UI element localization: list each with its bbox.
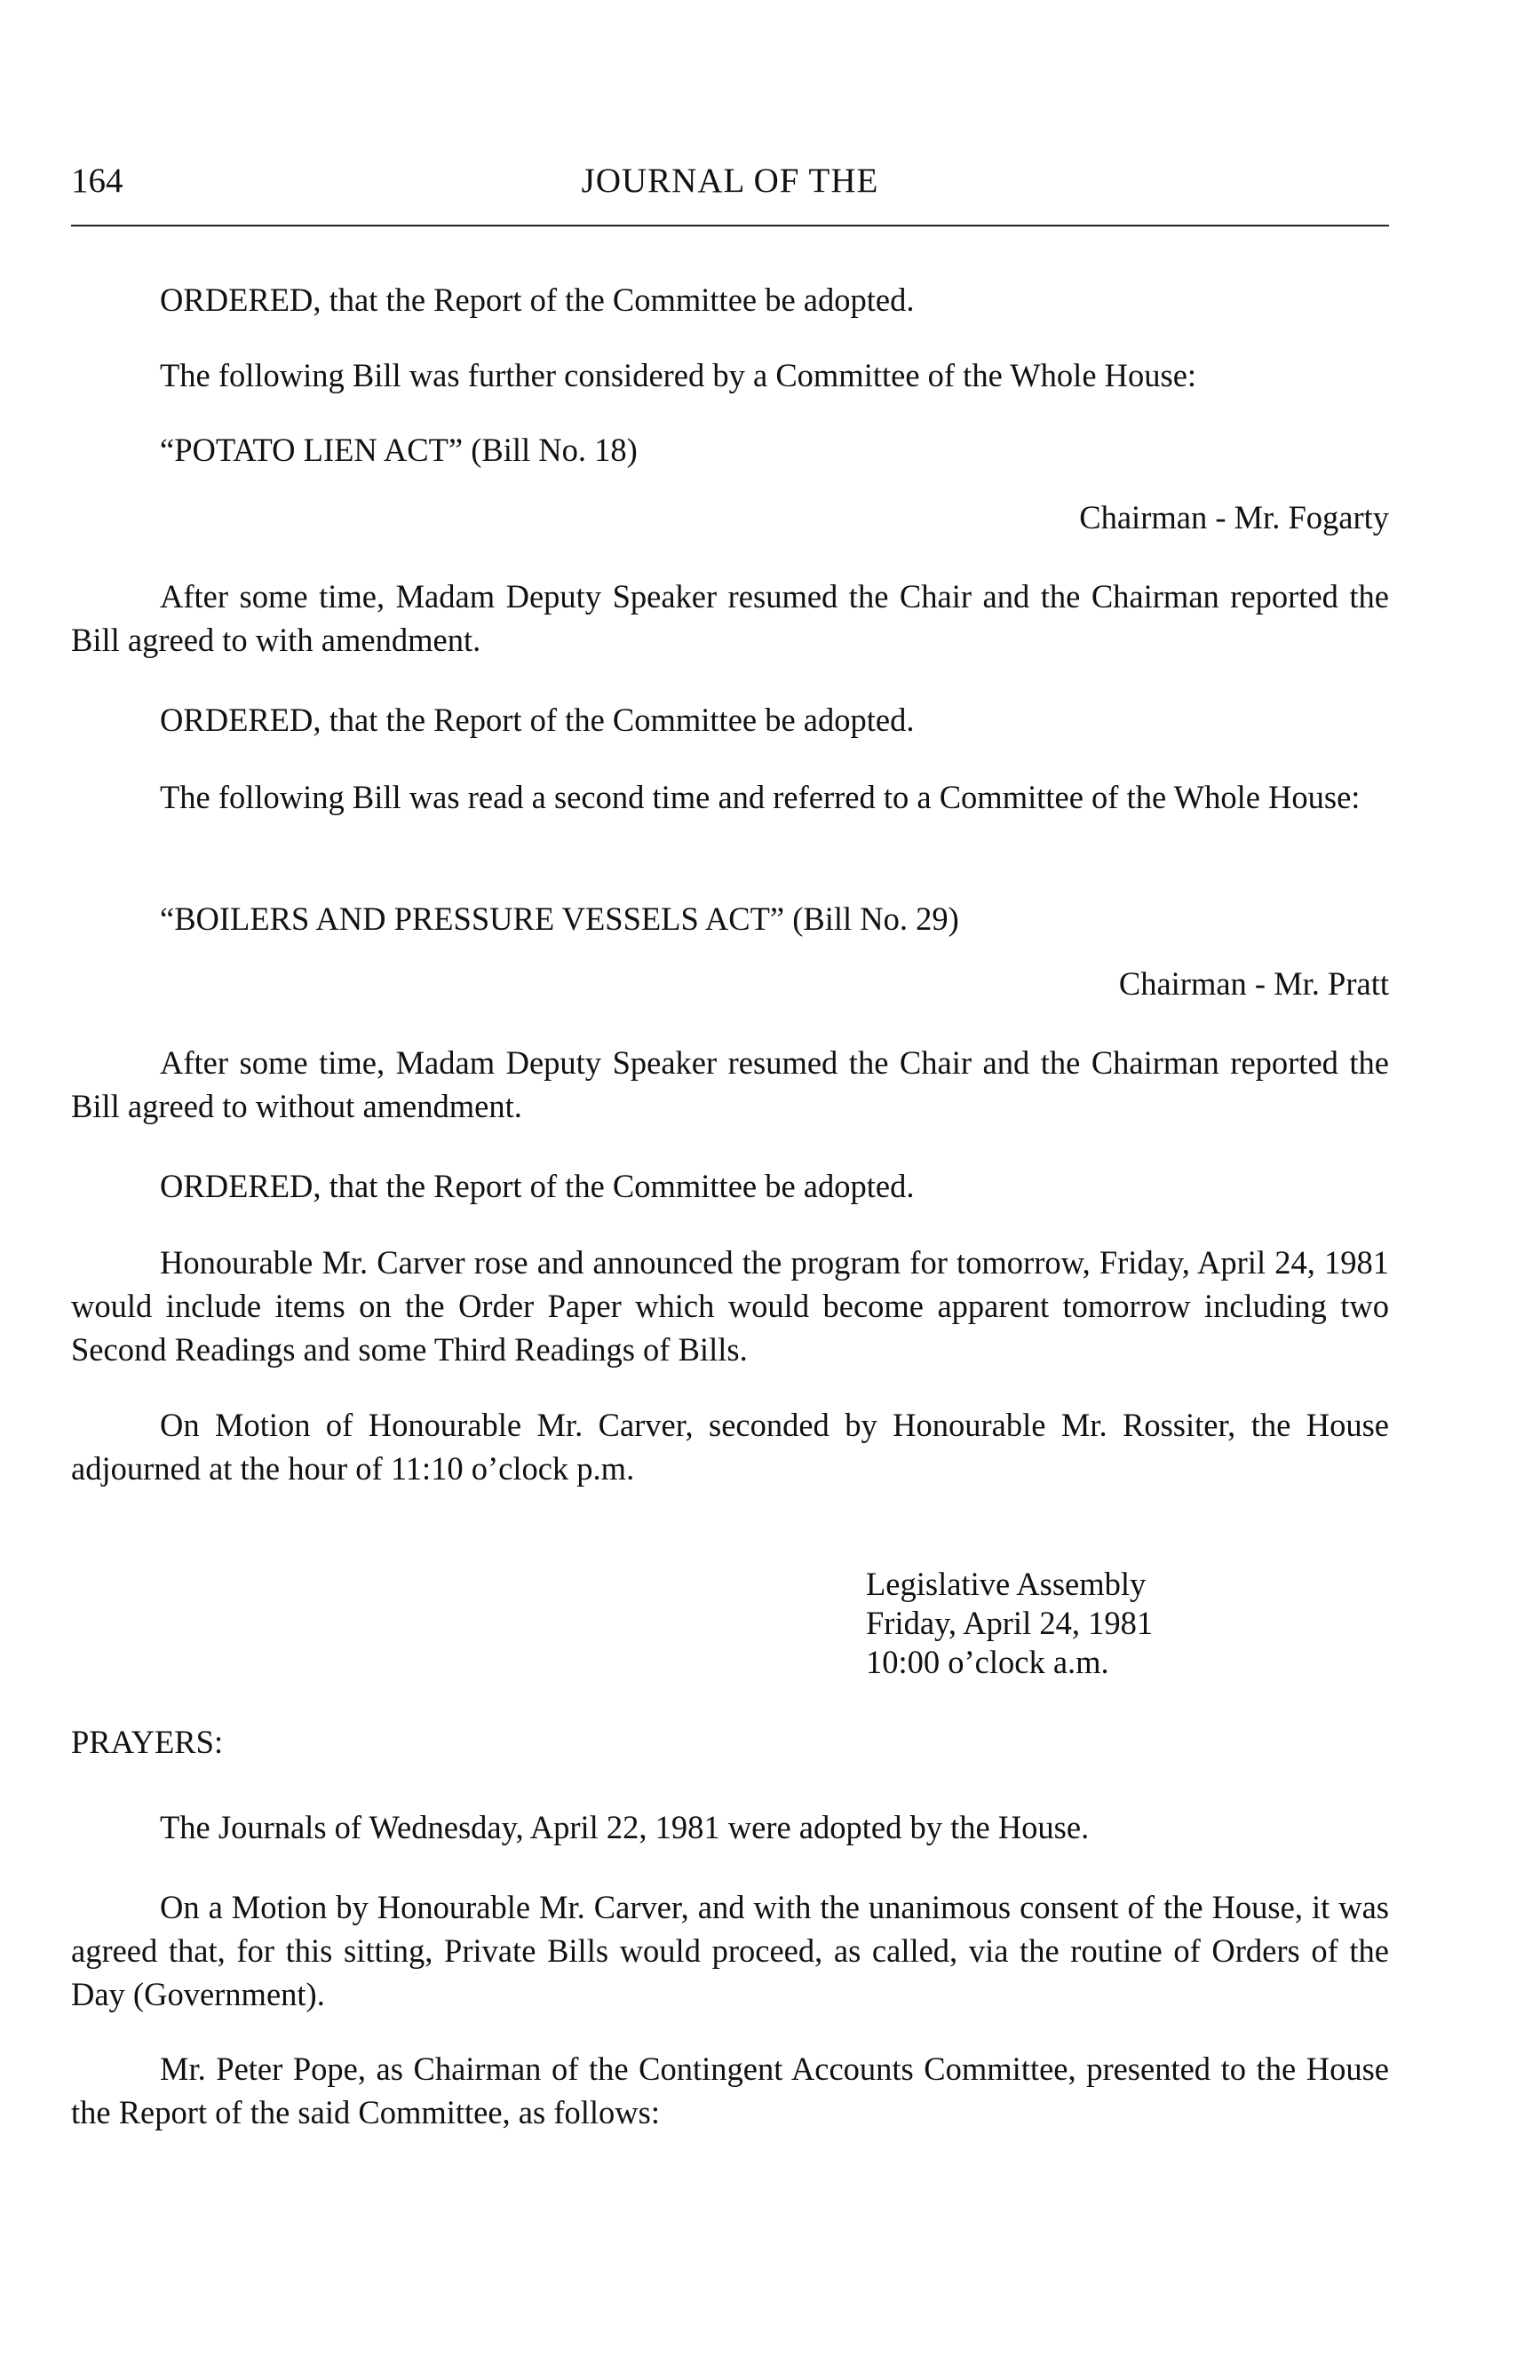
second-reading-paragraph: The following Bill was read a second time and referred to a Committee of the Whole House: [160, 779, 1361, 815]
sitting-time: 10:00 o’clock a.m. [866, 1644, 1109, 1680]
running-head: JOURNAL OF THE [581, 162, 879, 200]
bill-title-potato-lien: “POTATO LIEN ACT” (Bill No. 18) [160, 432, 638, 468]
journals-adopted-paragraph: The Journals of Wednesday, April 22, 1981 were adopted by the House. [160, 1809, 1090, 1845]
header-rule [71, 225, 1389, 226]
ordered-paragraph-2: ORDERED, that the Report of the Committee be adopted. [160, 702, 915, 738]
ordered-paragraph-3: ORDERED, that the Report of the Committee be adopted. [160, 1168, 915, 1204]
sitting-date: Friday, April 24, 1981 [866, 1605, 1154, 1641]
ordered-paragraph-1: ORDERED, that the Report of the Committee be adopted. [160, 282, 915, 318]
program-announcement-paragraph: Honourable Mr. Carver rose and announced the program for tomorrow, Friday, April 24, 1981 would include items on the Order Paper which would become apparent tomorrow including two Second Readings and some Third Readings of Bills. [71, 1244, 1389, 1368]
sitting-heading [866, 1565, 1363, 1682]
committee-report-paragraph-1: After some time, Madam Deputy Speaker resumed the Chair and the Chairman reported the Bill agreed to with amendment. [71, 578, 1389, 658]
adjournment-paragraph: On Motion of Honourable Mr. Carver, seconded by Honourable Mr. Rossiter, the House adjourned at the hour of 11:10 o’clock p.m. [71, 1407, 1389, 1487]
bill-title-boilers: “BOILERS AND PRESSURE VESSELS ACT” (Bill No. 29) [160, 900, 959, 937]
chairman-pratt: Chairman - Mr. Pratt [1118, 965, 1389, 1002]
chairman-fogarty: Chairman - Mr. Fogarty [1079, 499, 1389, 536]
committee-report-paragraph-2: After some time, Madam Deputy Speaker resumed the Chair and the Chairman reported the Bill agreed to without amendment. [71, 1044, 1389, 1124]
page-header [71, 158, 1389, 204]
bill-consideration-paragraph: The following Bill was further considered by a Committee of the Whole House: [160, 357, 1197, 393]
private-bills-motion-paragraph: On a Motion by Honourable Mr. Carver, and with the unanimous consent of the House, it was agreed that, for this sitting, Private Bills would proceed, as called, via the routine of Orders of the Day (Government). [71, 1889, 1389, 2012]
page-number: 164 [71, 162, 123, 200]
contingent-accounts-paragraph: Mr. Peter Pope, as Chairman of the Contingent Accounts Committee, presented to the House the Report of the said Committee, as follows: [71, 2051, 1389, 2130]
prayers-heading: PRAYERS: [71, 1724, 224, 1760]
sitting-assembly: Legislative Assembly [866, 1566, 1147, 1602]
